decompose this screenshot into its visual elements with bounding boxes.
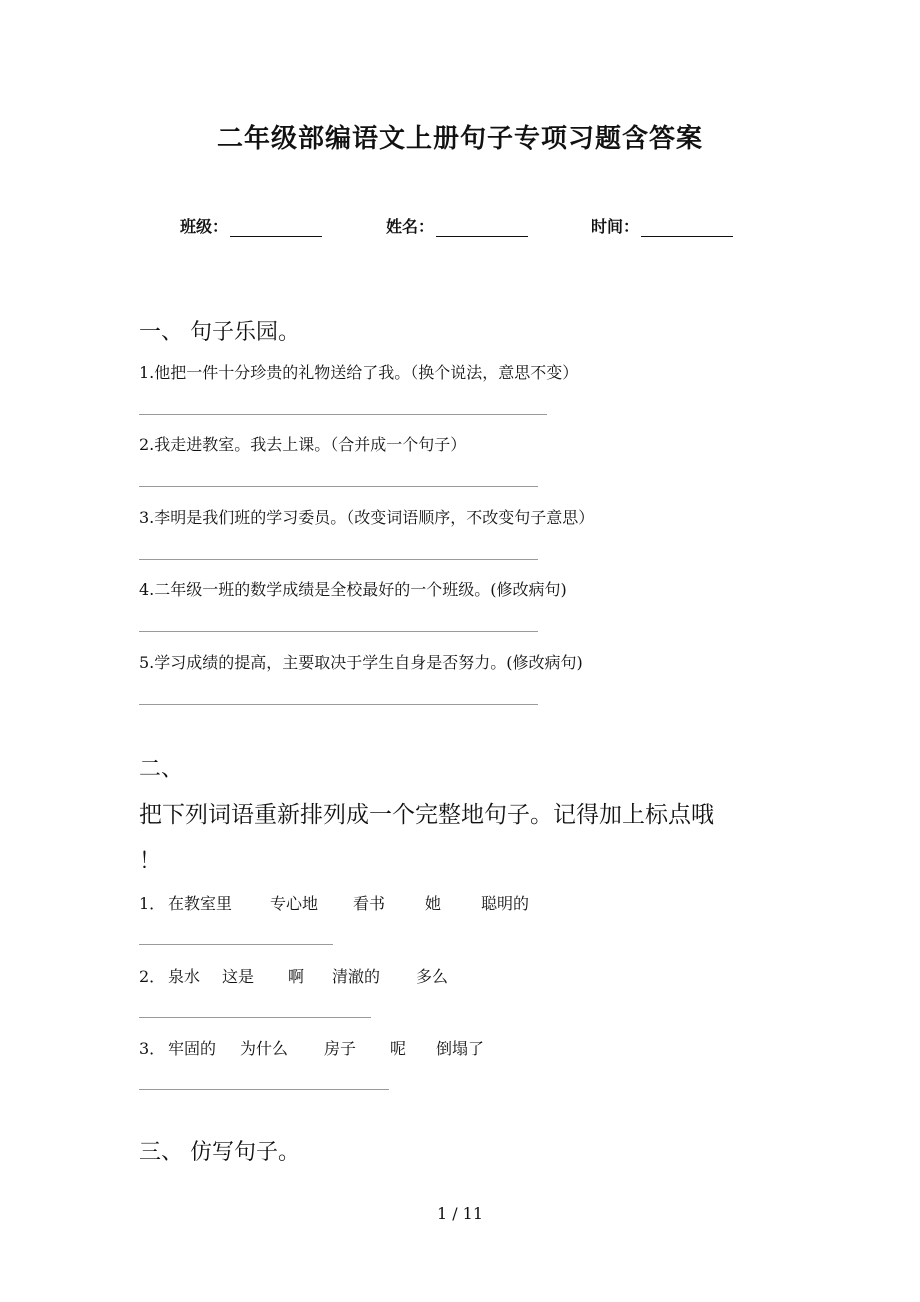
name-label: 姓名： (386, 217, 435, 236)
section1-heading: 一、 句子乐园。 (139, 320, 300, 345)
question-number: 3． (139, 1039, 166, 1058)
word-chip: 清澈的 (332, 967, 381, 986)
word-chip: 看书 (353, 894, 386, 913)
section2-instruction: 把下列词语重新排列成一个完整地句子。记得加上标点哦 (139, 802, 714, 828)
word-chip: 多么 (416, 967, 449, 986)
page-title: 二年级部编语文上册句子专项习题含答案 (216, 124, 703, 154)
word-chip: 她 (425, 894, 442, 913)
name-blank[interactable] (436, 218, 528, 237)
answer-line-1[interactable] (139, 414, 547, 415)
question-number: 2． (139, 967, 166, 986)
word-chip: 在教室里 (168, 894, 233, 913)
time-field (591, 214, 733, 237)
section1-question-5: 5.学习成绩的提高，主要取决于学生自身是否努力。(修改病句) (139, 653, 583, 672)
answer-line-4[interactable] (139, 631, 538, 632)
answer-line-3[interactable] (139, 559, 538, 560)
section2-question-2 (139, 964, 448, 987)
answer-line-6[interactable] (139, 944, 333, 945)
word-chip: 专心地 (270, 894, 319, 913)
question-number: 1． (139, 894, 166, 913)
word-chip: 呢 (390, 1039, 407, 1058)
name-field (386, 214, 528, 237)
section1-question-3: 3.李明是我们班的学习委员。（改变词语顺序，不改变句子意思） (139, 508, 595, 527)
word-chip: 啊 (288, 967, 305, 986)
time-label: 时间： (591, 217, 640, 236)
section2-question-3 (139, 1036, 484, 1059)
section1-question-4: 4.二年级一班的数学成绩是全校最好的一个班级。(修改病句) (139, 580, 567, 599)
word-chip: 房子 (324, 1039, 357, 1058)
answer-line-2[interactable] (139, 486, 538, 487)
section2-instruction-end: ！ (139, 849, 162, 874)
time-blank[interactable] (641, 218, 733, 237)
section1-question-2: 2.我走进教室。我去上课。（合并成一个句子） (139, 435, 467, 454)
word-chip: 泉水 (168, 967, 201, 986)
answer-line-8[interactable] (139, 1089, 389, 1090)
page-number: 1 / 11 (436, 1204, 484, 1223)
word-chip: 聪明的 (481, 894, 530, 913)
word-chip: 牢固的 (168, 1039, 217, 1058)
class-field (180, 214, 322, 237)
section3-heading: 三、 仿写句子。 (139, 1140, 300, 1165)
class-blank[interactable] (230, 218, 322, 237)
word-chip: 这是 (222, 967, 255, 986)
word-chip: 倒塌了 (436, 1039, 485, 1058)
section2-question-1 (139, 891, 529, 914)
answer-line-7[interactable] (139, 1017, 371, 1018)
answer-line-5[interactable] (139, 704, 538, 705)
class-label: 班级： (180, 217, 229, 236)
section1-question-1: 1.他把一件十分珍贵的礼物送给了我。（换个说法，意思不变） (139, 363, 579, 382)
section2-heading: 二、 (139, 757, 184, 782)
word-chip: 为什么 (240, 1039, 289, 1058)
